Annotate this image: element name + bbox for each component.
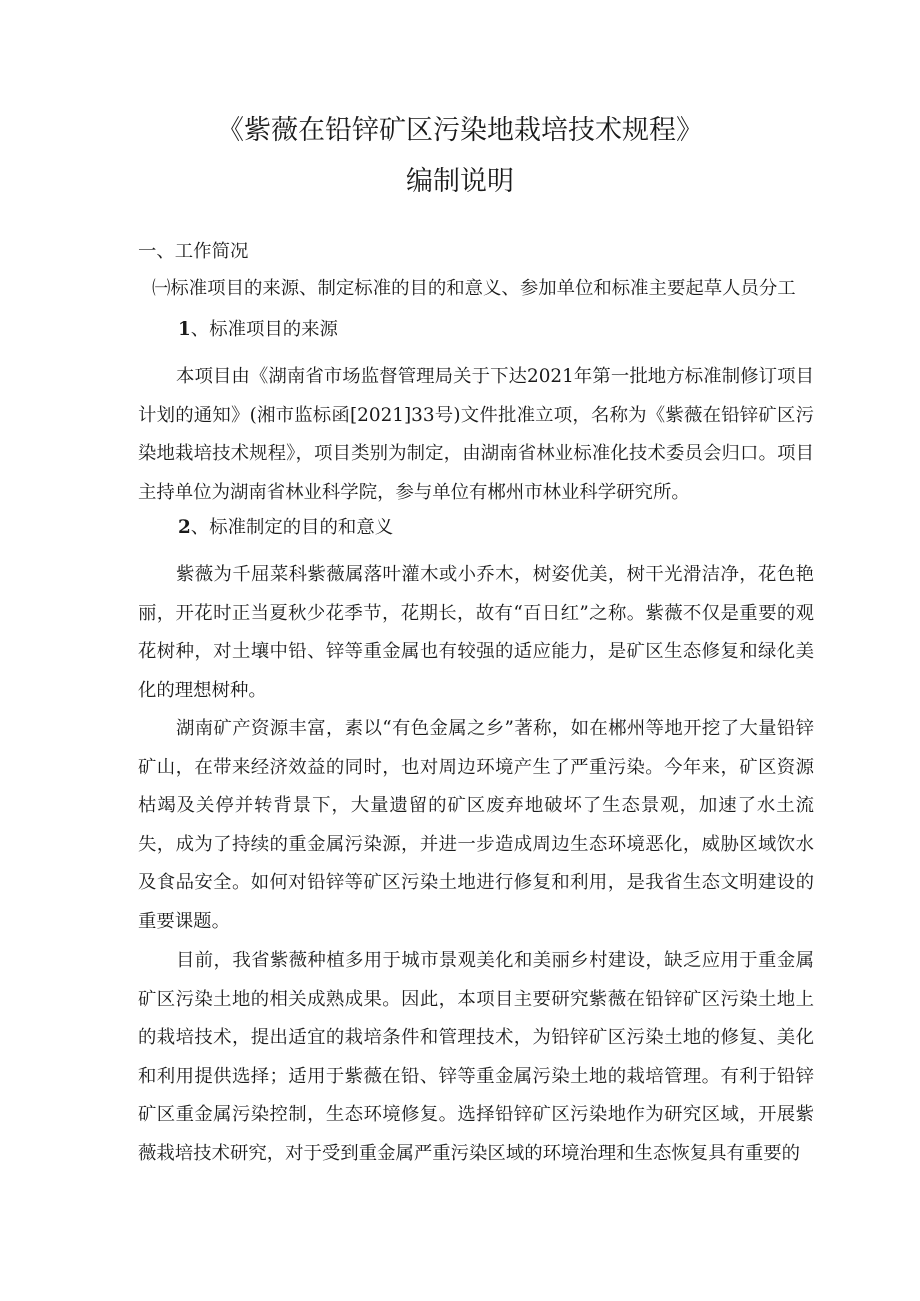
paragraph-crape-myrtle: 紫薇为千屈菜科紫薇属落叶灌木或小乔木，树姿优美，树干光滑洁净，花色艳丽，开花时正当夏秋少花季节，花期长，故有“百日红”之称。紫薇不仅是重要的观花树种，对土壤中铅、锌等重金属也有较强的适应能力，是矿区生态修复和绿化美化的理想树种。 <box>138 564 814 701</box>
item-heading-2 <box>178 516 393 540</box>
item-number-2: 2 <box>178 517 191 538</box>
paragraph-current-status: 目前，我省紫薇种植多用于城市景观美化和美丽乡村建设，缺乏应用于重金属矿区污染土地的相关成熟成果。因此，本项目主要研究紫薇在铅锌矿区污染土地上的栽培技术，提出适宜的栽培条件和管理技术，为铅锌矿区污染土地的修复、美化和利用提供选择；适用于紫薇在铅、锌等重金属污染土地的栽培管理。有利于铅锌矿区重金属污染控制，生态环境修复。选择铅锌矿区污染地作为研究区域，开展紫薇栽培技术研究，对于受到重金属严重污染区域的环境治理和生态恢复具有重要的 <box>138 950 814 1164</box>
document-subtitle: 编制说明 <box>406 166 514 197</box>
subsection-heading: ㈠标准项目的来源、制定标准的目的和意义、参加单位和标准主要起草人员分工 <box>152 278 796 299</box>
section-heading: 一、工作简况 <box>138 241 249 262</box>
paragraph-source: 本项目由《湖南省市场监督管理局关于下达2021年第一批地方标准制修订项目计划的通知》(湘市监标函[2021]33号)文件批准立项，名称为《紫薇在铅锌矿区污染地栽培技术规程》，项目类别为制定，由湖南省林业标准化技术委员会归口。项目主持单位为湖南省林业科学院，参与单位有郴州市林业科学研究所。 <box>138 366 814 503</box>
item-number-1: 1 <box>178 319 191 340</box>
item-heading-2-text: 、标准制定的目的和意义 <box>190 517 394 538</box>
item-heading-1 <box>178 318 338 342</box>
document-title: 《紫薇在铅锌矿区污染地栽培技术规程》 <box>217 115 703 146</box>
paragraph-hunan-mining: 湖南矿产资源丰富，素以“有色金属之乡”著称，如在郴州等地开挖了大量铅锌矿山，在带来经济效益的同时，也对周边环境产生了严重污染。今年来，矿区资源枯竭及关停并转背景下，大量遗留的矿区废弃地破坏了生态景观，加速了水土流失，成为了持续的重金属污染源，并进一步造成周边生态环境恶化，威胁区域饮水及食品安全。如何对铅锌等矿区污染土地进行修复和利用，是我省生态文明建设的重要课题。 <box>138 718 814 932</box>
item-heading-1-text: 、标准项目的来源 <box>190 319 338 340</box>
